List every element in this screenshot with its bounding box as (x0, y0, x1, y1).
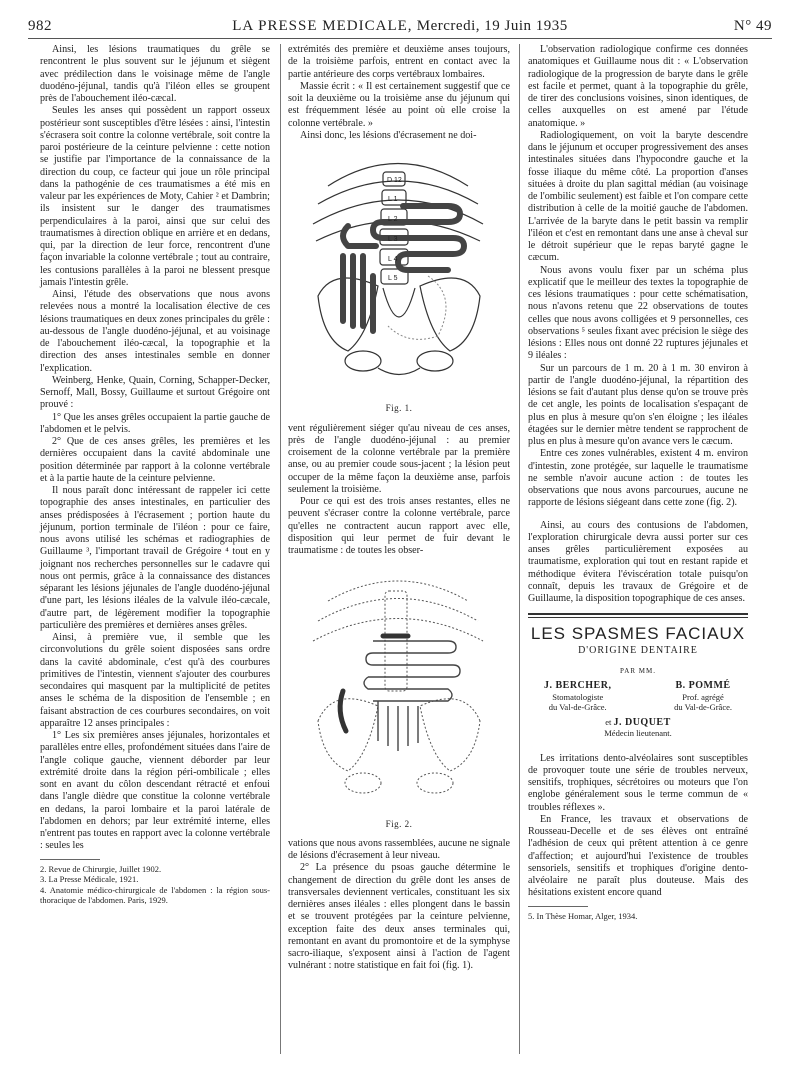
vertebra-label: L 4 (388, 256, 398, 263)
author (544, 681, 611, 713)
figure-1 (288, 146, 510, 415)
paragraph: Seules les anses qui possèdent un rapport osseux postérieur sont susceptibles d'être lésées : ainsi, l'intestin s'écrasera soit contre la colonne vertébrale, soit contre la paroi postérieure de la ceinture pelvienne : cette notion se justifie par l'importance de la connaissance de la direction du coup, ce facteur qui joue un rôle principal dans la pathogénie de ces traumatismes a été mis en valeur par les expériences de Moty, Cahier ² et Dambrin; ils insistent sur le danger des traumatismes perpendiculaires à la paroi, ainsi que sur celui des traumatismes à direction oblique en arrière et en dedans, qui, par la direction de leur force, rencontrent d'une façon invariable la colonne vertébrale ; tout au contraire, les contusions parallèles à la paroi ne blessent presque jamais l'intestin grêle. (40, 105, 270, 288)
paragraph: 2° La présence du psoas gauche détermine le changement de direction du grêle dont les anses de transversales deviennent verticales, constituant les six dernières anses iléales : elles plongent dans le bassin et se trouvent protégées par la ceinture pelvienne, exception faite des deux anses terminales qui, remontant en avant du promontoire et de la symphyse sacro-iliaque, s'exposent ainsi à l'action de l'agent vulnérant : notre statistique en fait foi (fig. 1). (288, 862, 510, 972)
column-2 (288, 44, 510, 973)
column-divider-1 (280, 44, 281, 1054)
figure-2-illustration (288, 561, 510, 811)
authors (528, 681, 748, 713)
byline-par: PAR MM. (620, 666, 656, 675)
paragraph: 2° Que de ces anses grêles, les premières et les dernières occupaient dans la cavité abdominale une position déterminée par rapport à la colonne vertébrale et à la partie haute de la ceinture pelvienne. (40, 436, 270, 484)
vertebra-label: L 1 (388, 196, 398, 203)
paragraph: Massie écrit : « Il est certainement suggestif que ce soit la deuxième ou la troisième anse du jéjunum qui est fréquemment lésée au point où elle croise la colonne vertébrale. » (288, 80, 510, 129)
author-role: Stomatologiste (552, 691, 604, 702)
page-number: 982 (28, 18, 52, 34)
paragraph: Ainsi, à première vue, il semble que les circonvolutions du grêle soient disposées sans ordre dans la cavité abdominale, c'est qu'à des courbures primitives de l'intestin, viennent s'ajouter des courbures secondaires qui masquent par la multiplicité de petites anses le schéma de la disposition de l'ensemble ; en faisant abstraction de ces courbures secondaires, on voit apparaître 12 anses principales : (40, 632, 270, 729)
author-role: Prof. agrégé (682, 691, 724, 702)
author-prefix: et (605, 716, 612, 727)
vertebra-label: D 12 (387, 177, 402, 184)
journal-title-line (28, 18, 772, 35)
figure-1-caption: Fig. 1. (385, 403, 413, 414)
paragraph: L'observation radiologique confirme ces données anatomiques et Guillaume nous dit : « L'observation radiologique de la progression de baryte dans le grêle est facile et permet, quant à la topographie du grêle, de tirer des conclusions voisines, sinon identiques, de celles auxquelles on est amené par l'étude anatomique. » (528, 44, 748, 129)
footnote: 5. In Thèse Homar, Alger, 1934. (528, 910, 638, 921)
vertebra-label: L 3 (388, 236, 398, 243)
article-subtitle: D'ORIGINE DENTAIRE (578, 644, 698, 656)
author (674, 681, 732, 713)
article-separator-thin (528, 617, 748, 618)
paragraph: Radiologiquement, on voit la baryte descendre dans le jéjunum et occuper progressivement des anses intestinales situées dans l'hypocondre gauche et la fosse iliaque du même côté. La proportion d'anses situées à droite du plan sagittal médian (au voisinage de l'ombilic seulement) est faible et l'on compare cette distribution à celle de la moitié gauche de l'abdomen. L'arrivée de la baryte dans le petit bassin va remplir l'iléon et c'est en remontant dans une anse à cheval sur le détroit supérieur que le repas baryté gagne le cæcum. (528, 129, 748, 264)
author-affiliation: du Val-de-Grâce. (548, 702, 607, 712)
paragraph: Nous avons voulu fixer par un schéma plus explicatif que le meilleur des textes la topographie de ces lésions traumatiques : pour cette schématisation, nous n'avons retenu que 22 observations de toutes celles que nous avons colligées et 9 personnelles, ces observations ⁵ seules fixant avec précision le siège des lésions : Elles nous ont donné 22 ruptures jéjunales et 9 iléales : (528, 264, 748, 362)
article-separator (528, 613, 748, 615)
column-3 (528, 44, 748, 921)
footnote: 4. Anatomie médico-chirurgicale de l'abdomen : la région sous-thoracique de l'abdomen. Paris, 1929. (40, 884, 270, 905)
column-1 (40, 44, 270, 906)
paragraph: Ainsi donc, les lésions d'écrasement ne doi- (300, 129, 477, 141)
footnote: 2. Revue de Chirurgie, Juillet 1902. (40, 863, 162, 874)
figure-1-illustration (288, 146, 510, 396)
paragraph: 1° Que les anses grêles occupaient la partie gauche de l'abdomen et le pelvis. (40, 411, 270, 435)
issue-date: Mercredi, 19 Juin 1935 (416, 18, 568, 34)
paragraph: Entre ces zones vulnérables, existent 4 m. environ d'intestin, zone protégée, sur laquelle le traumatisme ne semble n'avoir aucune action : de toutes les observations que nous avons parcourues, aucune ne rapporte de lésions siégeant dans cette zone (fig. 2). (528, 448, 748, 509)
article-title: LES SPASMES FACIAUX (530, 624, 746, 644)
paragraph: Ainsi, l'étude des observations que nous avons relevées nous a montré la localisation élective de ces lésions traumatiques en deux zones principales du grêle : au-dessous de l'angle duodéno-jéjunal, et au voisinage de l'abouchement iléo-cæcal, la topographie et la direction des anses intestinales semble en donner l'explication. (40, 289, 270, 374)
journal-name: LA PRESSE MEDICALE, (232, 18, 413, 34)
vertebra-label: L 2 (388, 216, 398, 223)
issue-number: N° 49 (733, 18, 772, 34)
paragraph: Ainsi, au cours des contusions de l'abdomen, l'exploration chirurgicale devra aussi porter sur ces anses grêles particulièrement exposées au traumatisme, exploration qui tout en restant rapide et méthodique évitera l'éviscération totale puisqu'on connaît, depuis les travaux de Grégoire et de Guillaume, la disposition topographique de ces anses. (528, 519, 748, 604)
author-name: B. POMMÉ (675, 680, 731, 691)
column-divider-2 (519, 44, 520, 1054)
figure-2 (288, 561, 510, 830)
paragraph: Weinberg, Henke, Quain, Corning, Schapper-Decker, Sernoff, Mall, Bossy, Guillaume et surtout Grégoire ont prouvé : (40, 374, 270, 411)
author-affiliation: du Val-de-Grâce. (674, 702, 732, 712)
paragraph: En France, les travaux et observations de Rousseau-Decelle et de ses élèves ont entraîné l'adhésion de ceux qui prêtent attention à ce genre d'affection; et aujourd'hui l'existence de troubles sensoriels, sensitifs et trophiques d'origine dento-alvéolaire ne paraît plus douteuse. Mais des hésitations existent encore quand (528, 813, 748, 899)
paragraph: Pour ce qui est des trois anses restantes, elles ne peuvent s'écraser contre la colonne vertébrale, parce qu'elles ne contractent aucun rapport avec elle, disposition qui leur permet de fuir devant le traumatisme : de toutes les obser- (288, 496, 510, 556)
page-header (28, 18, 772, 40)
author-name: J. DUQUET (613, 716, 671, 728)
paragraph: extrémités des première et deuxième anses toujours, de la troisième parfois, entrent en contact avec la partie antérieure des corps vertébraux lombaires. (288, 44, 510, 80)
paragraph: 1° Les six premières anses jéjunales, horizontales et parallèles entre elles, profondément situées dans l'aire de l'angle colique gauche, viennent déborder par leur extrémité droite dans la région péri-ombilicale ; elles sont en avant du côlon descendant rétracté et enfoui dans l'angle dièdre que constitue la colonne vertébrale en dedans, la paroi lombaire et la paroi latérale de l'abdomen en dehors; par leur extrémité interne, elles n'entrent pas toutes en rapport avec la colonne vertébrale : seules les (40, 730, 270, 852)
paragraph: Sur un parcours de 1 m. 20 à 1 m. 30 environ à partir de l'angle duodéno-jéjunal, la répartition des lésions se fait d'autant plus dense qu'on se trouve près de cet angle, les points de localisation s'espaçant de plus en plus à mesure qu'on s'en éloigne ; les iléales étagées sur le dernier mètre tendent se rapprochent de plus en plus à mesure qu'on avance vers le cæcum. (528, 362, 748, 447)
paragraph: Ainsi, les lésions traumatiques du grêle se rencontrent le plus souvent sur le jéjunum et siègent avec prédilection dans le voisinage même de l'angle duodéno-jéjunal, tandis qu'à l'iléon elles se groupent près de l'abouchement iléo-cæcal. (40, 44, 270, 104)
header-rule (28, 38, 772, 39)
footnote-rule (528, 906, 588, 907)
paragraph: vations que nous avons rassemblées, aucune ne signale de lésions d'écrasement à leur niveau. (288, 837, 511, 861)
figure-2-caption: Fig. 2. (385, 818, 413, 829)
paragraph: Les irritations dento-alvéolaires sont susceptibles de provoquer toute une série de troubles nerveux, sensitifs, trophiques, sécrétoires ou moteurs que l'on englobe généralement sous le terme commun de « troubles réflexes ». (528, 752, 748, 813)
footnote-rule (40, 859, 100, 860)
vertebra-label: L 5 (388, 275, 398, 282)
author (528, 717, 748, 739)
footnote: 3. La Presse Médicale, 1921. (40, 874, 139, 884)
paragraph: Il nous paraît donc intéressant de rappeler ici cette topographie des anses intestinales, en particulier des anses prédisposées à l'écrasement ; portion haute du jéjunum, portion terminale de l'iléon : pour ce faire, nous avons utilisé les schémas et radiographies de Guillaume ³, l'important travail de Grégoire ⁴ tout en y joignant nos recherches personnelles sur le cadavre qui nous ont permis, grâce à la connaissance des distances séparant les lésions jéjunales de l'angle duodéno-jéjunal d'une part, les lésions iléales de la valvule iléo-cæcale, d'autre part, de légèrement modifier la topographie particulière des premières et dernières anses grêles. (40, 485, 270, 631)
author-name: J. BERCHER, (544, 680, 612, 691)
author-role: Médecin lieutenant. (604, 728, 672, 738)
paragraph: vent régulièrement siéger qu'au niveau de ces anses, près de l'angle duodéno-jéjunal : au premier croisement de la colonne vertébrale par la première anse, ou au premier coude sous-jacent ; la lésion peut occuper de la même façon la deuxième anse, parfois seulement la troisième. (288, 422, 510, 495)
